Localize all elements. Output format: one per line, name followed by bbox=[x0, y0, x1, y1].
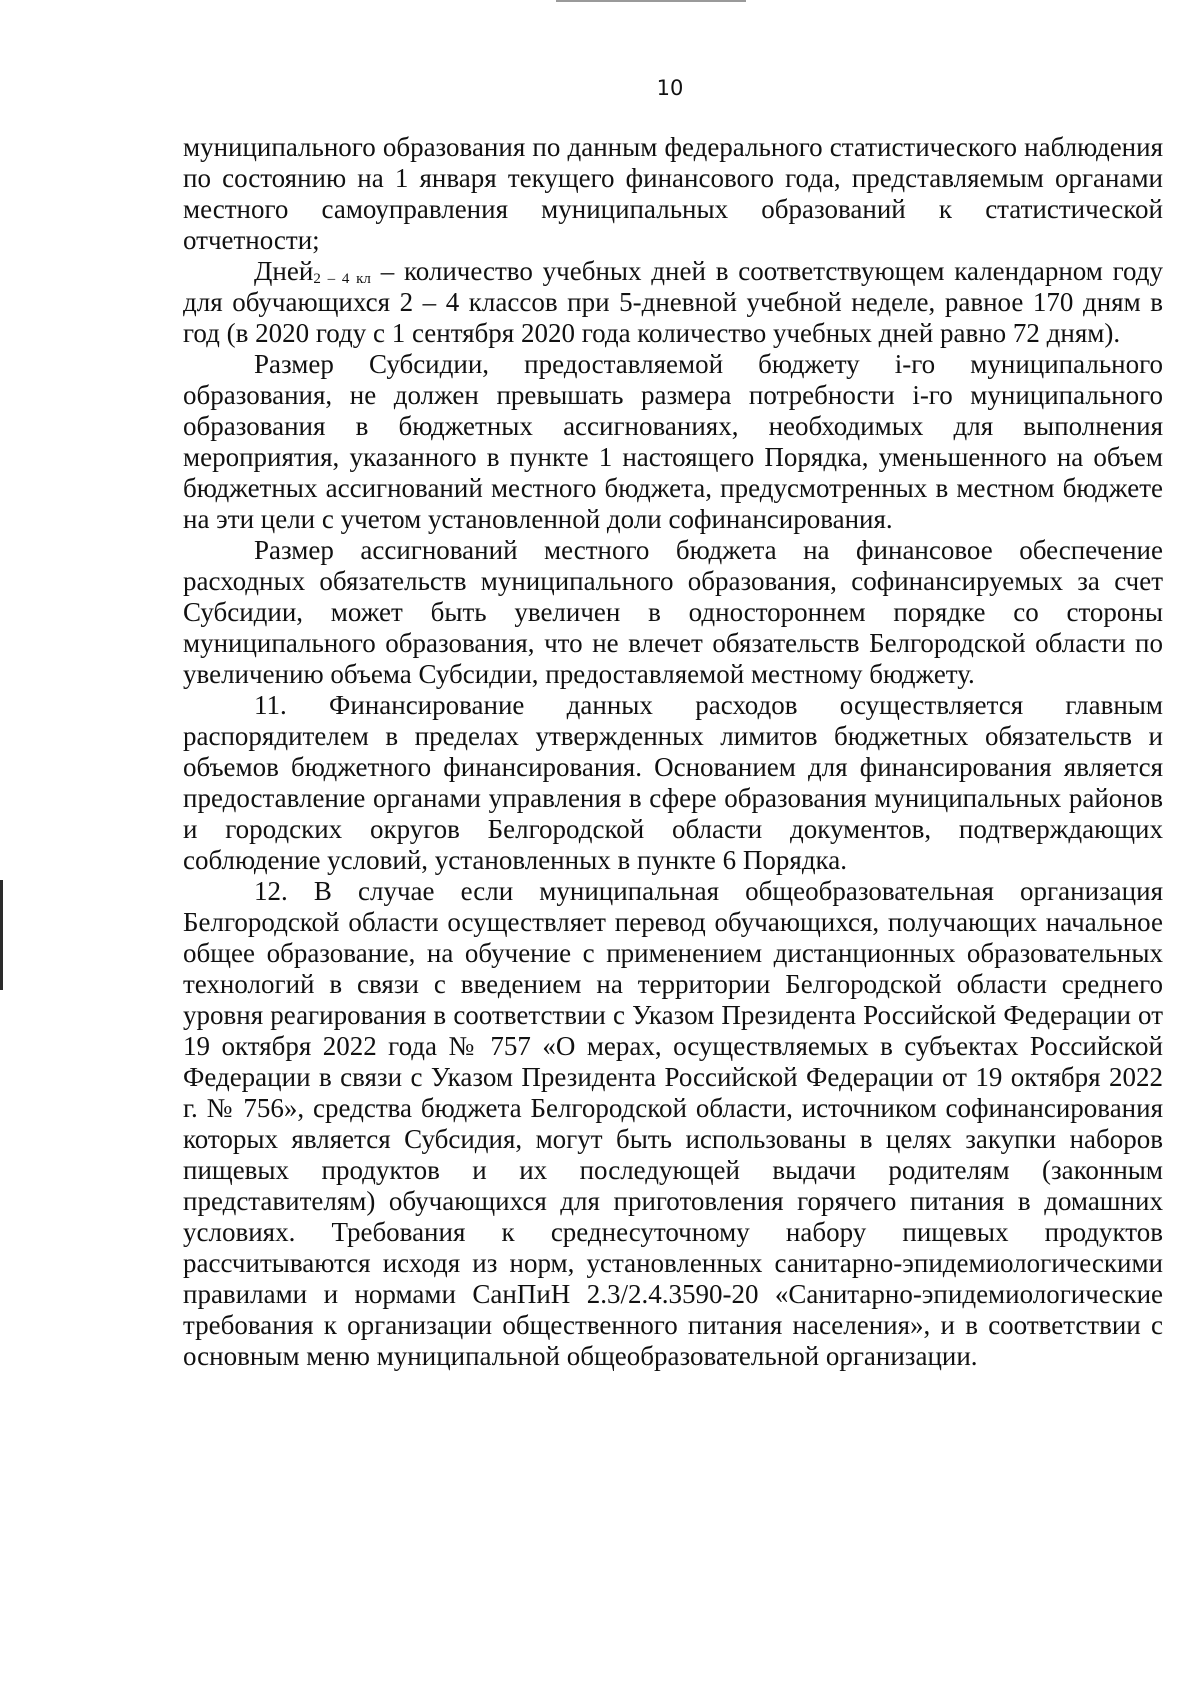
scan-edge-mark-top bbox=[556, 0, 746, 2]
page-number: 10 bbox=[656, 76, 684, 100]
paragraph-item-11: 11. Финансирование данных расходов осуществляется главным распорядителем в пределах утвержденных лимитов бюджетных обязательств и объемов бюджетного финансирования. Основанием для финансирования является предоставление органами управления в сфере образования муниципальных районов и городских округов Белгородской области документов, подтверждающих соблюдение условий, установленных в пункте 6 Порядка. bbox=[183, 690, 1163, 875]
scan-edge-mark-left bbox=[0, 880, 3, 990]
document-body bbox=[183, 132, 1163, 1372]
paragraph-subsidy-size: Размер Субсидии, предоставляемой бюджету i-го муниципального образования, не должен превышать размера потребности i-го муниципального образования в бюджетных ассигнованиях, необходимых для выполнения мероприятия, указанного в пункте 1 настоящего Порядка, уменьшенного на объем бюджетных ассигнований местного бюджета, предусмотренных в местном бюджете на эти цели с учетом установленной доли софинансирования. bbox=[183, 349, 1163, 534]
paragraph-item-12: 12. В случае если муниципальная общеобразовательная организация Белгородской области осуществляет перевод обучающихся, получающих начальное общее образование, на обучение с применением дистанционных образовательных технологий в связи с введением на территории Белгородской области среднего уровня реагирования в соответствии с Указом Президента Российской Федерации от 19 октября 2022 года № 757 «О мерах, осуществляемых в субъектах Российской Федерации в связи с Указом Президента Российской Федерации от 19 октября 2022 г. № 756», средства бюджета Белгородской области, источником софинансирования которых является Субсидия, могут быть использованы в целях закупки наборов пищевых продуктов и их последующей выдачи родителям (законным представителям) обучающихся для приготовления горячего питания в домашних условиях. Требования к среднесуточному набору пищевых продуктов рассчитываются исходя из норм, установленных санитарно-эпидемиологическими правилами и нормами СанПиН 2.3/2.4.3590-20 «Санитарно-эпидемиологические требования к организации общественного питания населения», и в соответствии с основным меню муниципальной общеобразовательной организации. bbox=[183, 876, 1163, 1371]
days-definition-text: – количество учебных дней в соответствующем календарном году для обучающихся 2 – 4 классов при 5-дневной учебной неделе, равное 170 дням в год (в 2020 году с 1 сентября 2020 года количество учебных дней равно 72 дням). bbox=[183, 256, 1163, 348]
paragraph-local-budget: Размер ассигнований местного бюджета на финансовое обеспечение расходных обязательств муниципального образования, софинансируемых за счет Субсидии, может быть увеличен в одностороннем порядке со стороны муниципального образования, что не влечет обязательств Белгородской области по увеличению объема Субсидии, предоставляемой местному бюджету. bbox=[183, 535, 1163, 689]
paragraph-days-definition bbox=[183, 256, 1163, 349]
days-variable-subscript: 2 – 4 кл bbox=[313, 271, 371, 287]
days-variable: Дней bbox=[254, 256, 314, 286]
paragraph-continuation: муниципального образования по данным федерального статистического наблюдения по состоянию на 1 января текущего финансового года, представляемым органами местного самоуправления муниципальных образований к статистической отчетности; bbox=[183, 132, 1163, 255]
